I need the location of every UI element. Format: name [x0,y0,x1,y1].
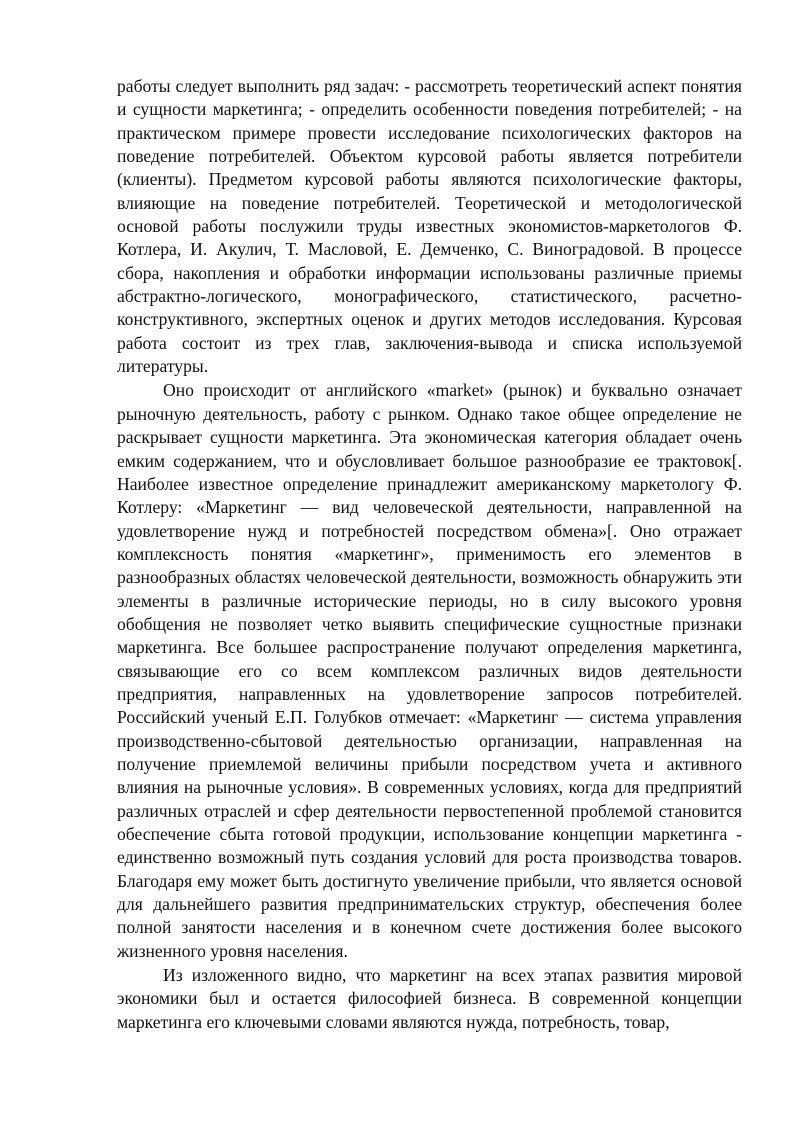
paragraph-2: Оно происходит от английского «market» (рынок) и буквально означает рыночную деятельность, работу с рынком. Однако такое общее определение не раскрывает сущности маркетинга. Эта экономическая категория обладает очень емким содержанием, что и обусловливает большое разнообразие ее трактовок[. Наиболее известное определение принадлежит американскому маркетологу Ф. Котлеру: «Маркетинг — вид человеческой деятельности, направленной на удовлетворение нужд и потребностей посредством обмена»[. Оно отражает комплексность понятия «маркетинг», применимость его элементов в разнообразных областях человеческой деятельности, возможность обнаружить эти элементы в различные исторические периоды, но в силу высокого уровня обобщения не позволяет четко выявить специфические сущностные признаки маркетинга. Все большее распространение получают определения маркетинга, связывающие его со всем комплексом различных видов деятельности предприятия, направленных на удовлетворение запросов потребителей. Российский ученый Е.П. Голубков отмечает: «Маркетинг — система управления производственно-сбытовой деятельностью организации, направленная на получение приемлемой величины прибыли посредством учета и активного влияния на рыночные условия». В современных условиях, когда для предприятий различных отраслей и сфер деятельности первостепенной проблемой становится обеспечение сбыта готовой продукции, использование концепции маркетинга - единственно возможный путь создания условий для роста производства товаров. Благодаря ему может быть достигнуто увеличение прибыли, что является основой для дальнейшего развития предпринимательских структур, обеспечения более полной занятости населения и в конечном счете достижения более высокого жизненного уровня населения. [117,380,742,961]
paragraph-1: работы следует выполнить ряд задач: - рассмотреть теоретический аспект понятия и сущности маркетинга; - определить особенности поведения потребителей; - на практическом примере провести исследование психологических факторов на поведение потребителей. Объектом курсовой работы является потребители (клиенты). Предметом курсовой работы являются психологические факторы, влияющие на поведение потребителей. Теоретической и методологической основой работы послужили труды известных экономистов-маркетологов Ф. Котлера, И. Акулич, Т. Масловой, Е. Демченко, С. Виноградовой. В процессе сбора, накопления и обработки информации использованы различные приемы абстрактно-логического, монографического, статистического, расчетно-конструктивного, экспертных оценок и других методов исследования. Курсовая работа состоит из трех глав, заключения-вывода и списка используемой литературы. [117,76,742,377]
document-body [117,75,742,1034]
paragraph-3: Из изложенного видно, что маркетинг на всех этапах развития мировой экономики был и остается философией бизнеса. В современной концепции маркетинга его ключевыми словами являются нужда, потребность, товар, [117,965,742,1032]
